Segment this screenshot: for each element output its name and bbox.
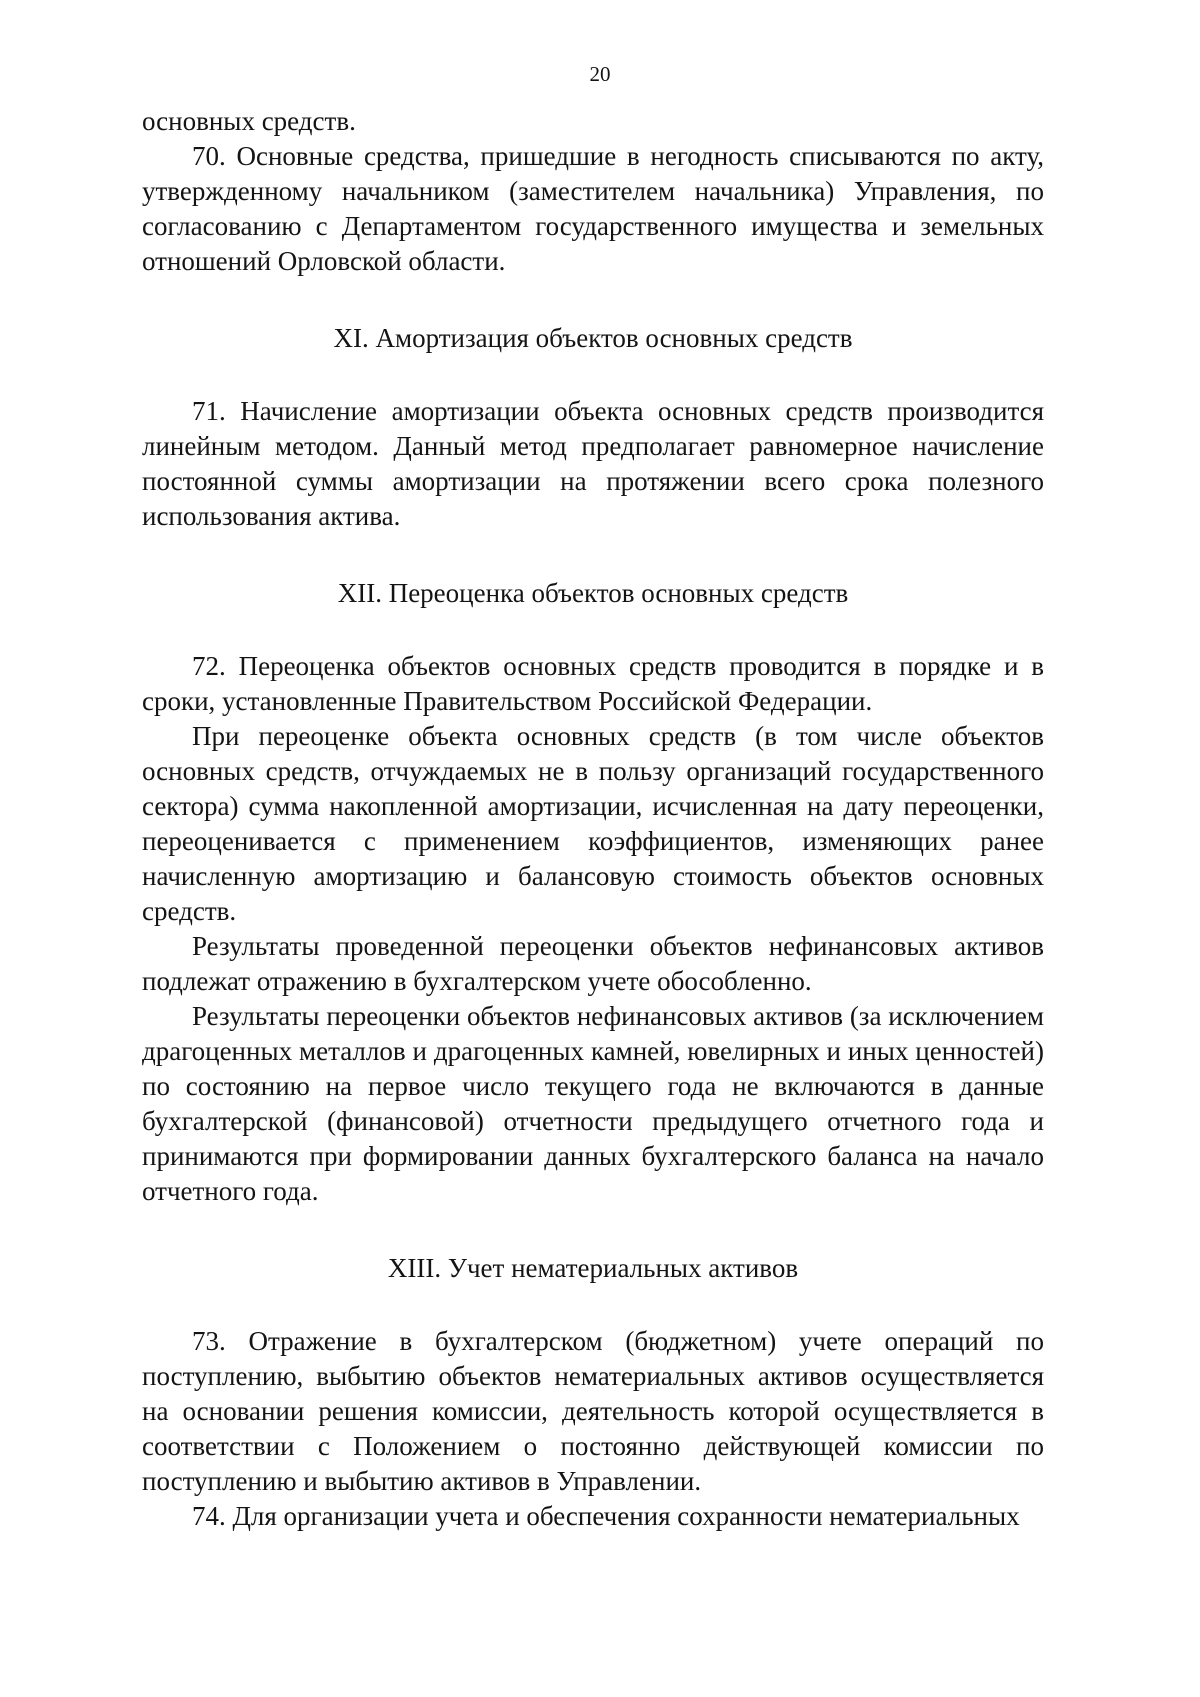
paragraph-revaluation-results: Результаты проведенной переоценки объектов нефинансовых активов подлежат отражению в бухгалтерском учете обособленно. bbox=[142, 931, 1044, 996]
paragraph-70: 70. Основные средства, пришедшие в негодность списываются по акту, утвержденному начальником (заместителем начальника) Управления, по согласованию с Департаментом государственного имущества и земельных отношений Орловской области. bbox=[142, 141, 1044, 276]
section-heading-xiii: XIII. Учет нематериальных активов bbox=[387, 1253, 799, 1283]
paragraph-73: 73. Отражение в бухгалтерском (бюджетном) учете операций по поступлению, выбытию объектов нематериальных активов осуществляется на основании решения комиссии, деятельность которой осуществляется в соответствии с Положением о постоянно действующей комиссии по поступлению и выбытию активов в Управлении. bbox=[142, 1326, 1044, 1496]
paragraph-72: 72. Переоценка объектов основных средств проводится в порядке и в сроки, установленные Правительством Российской Федерации. bbox=[142, 651, 1044, 716]
paragraph-revaluation-reporting: Результаты переоценки объектов нефинансовых активов (за исключением драгоценных металлов и драгоценных камней, ювелирных и иных ценностей) по состоянию на первое число текущего года не включаются в данные бухгалтерской (финансовой) отчетности предыдущего отчетного года и принимаются при формировании данных бухгалтерского баланса на начало отчетного года. bbox=[142, 1001, 1044, 1206]
paragraph-71: 71. Начисление амортизации объекта основных средств производится линейным методом. Данный метод предполагает равномерное начисление постоянной суммы амортизации на протяжении всего срока полезного использования актива. bbox=[142, 396, 1044, 531]
page-content bbox=[142, 104, 1044, 1534]
section-heading-xi: XI. Амортизация объектов основных средств bbox=[333, 323, 853, 353]
paragraph-74: 74. Для организации учета и обеспечения сохранности нематериальных bbox=[192, 1501, 1020, 1531]
paragraph-revaluation-amortization: При переоценке объекта основных средств (в том числе объектов основных средств, отчуждаемых не в пользу организаций государственного сектора) сумма накопленной амортизации, исчисленная на дату переоценки, переоценивается с применением коэффициентов, изменяющих ранее начисленную амортизацию и балансовую стоимость объектов основных средств. bbox=[142, 721, 1044, 926]
paragraph-continuation: основных средств. bbox=[142, 106, 356, 136]
page-number: 20 bbox=[589, 62, 611, 86]
section-heading-xii: XII. Переоценка объектов основных средств bbox=[337, 578, 849, 608]
